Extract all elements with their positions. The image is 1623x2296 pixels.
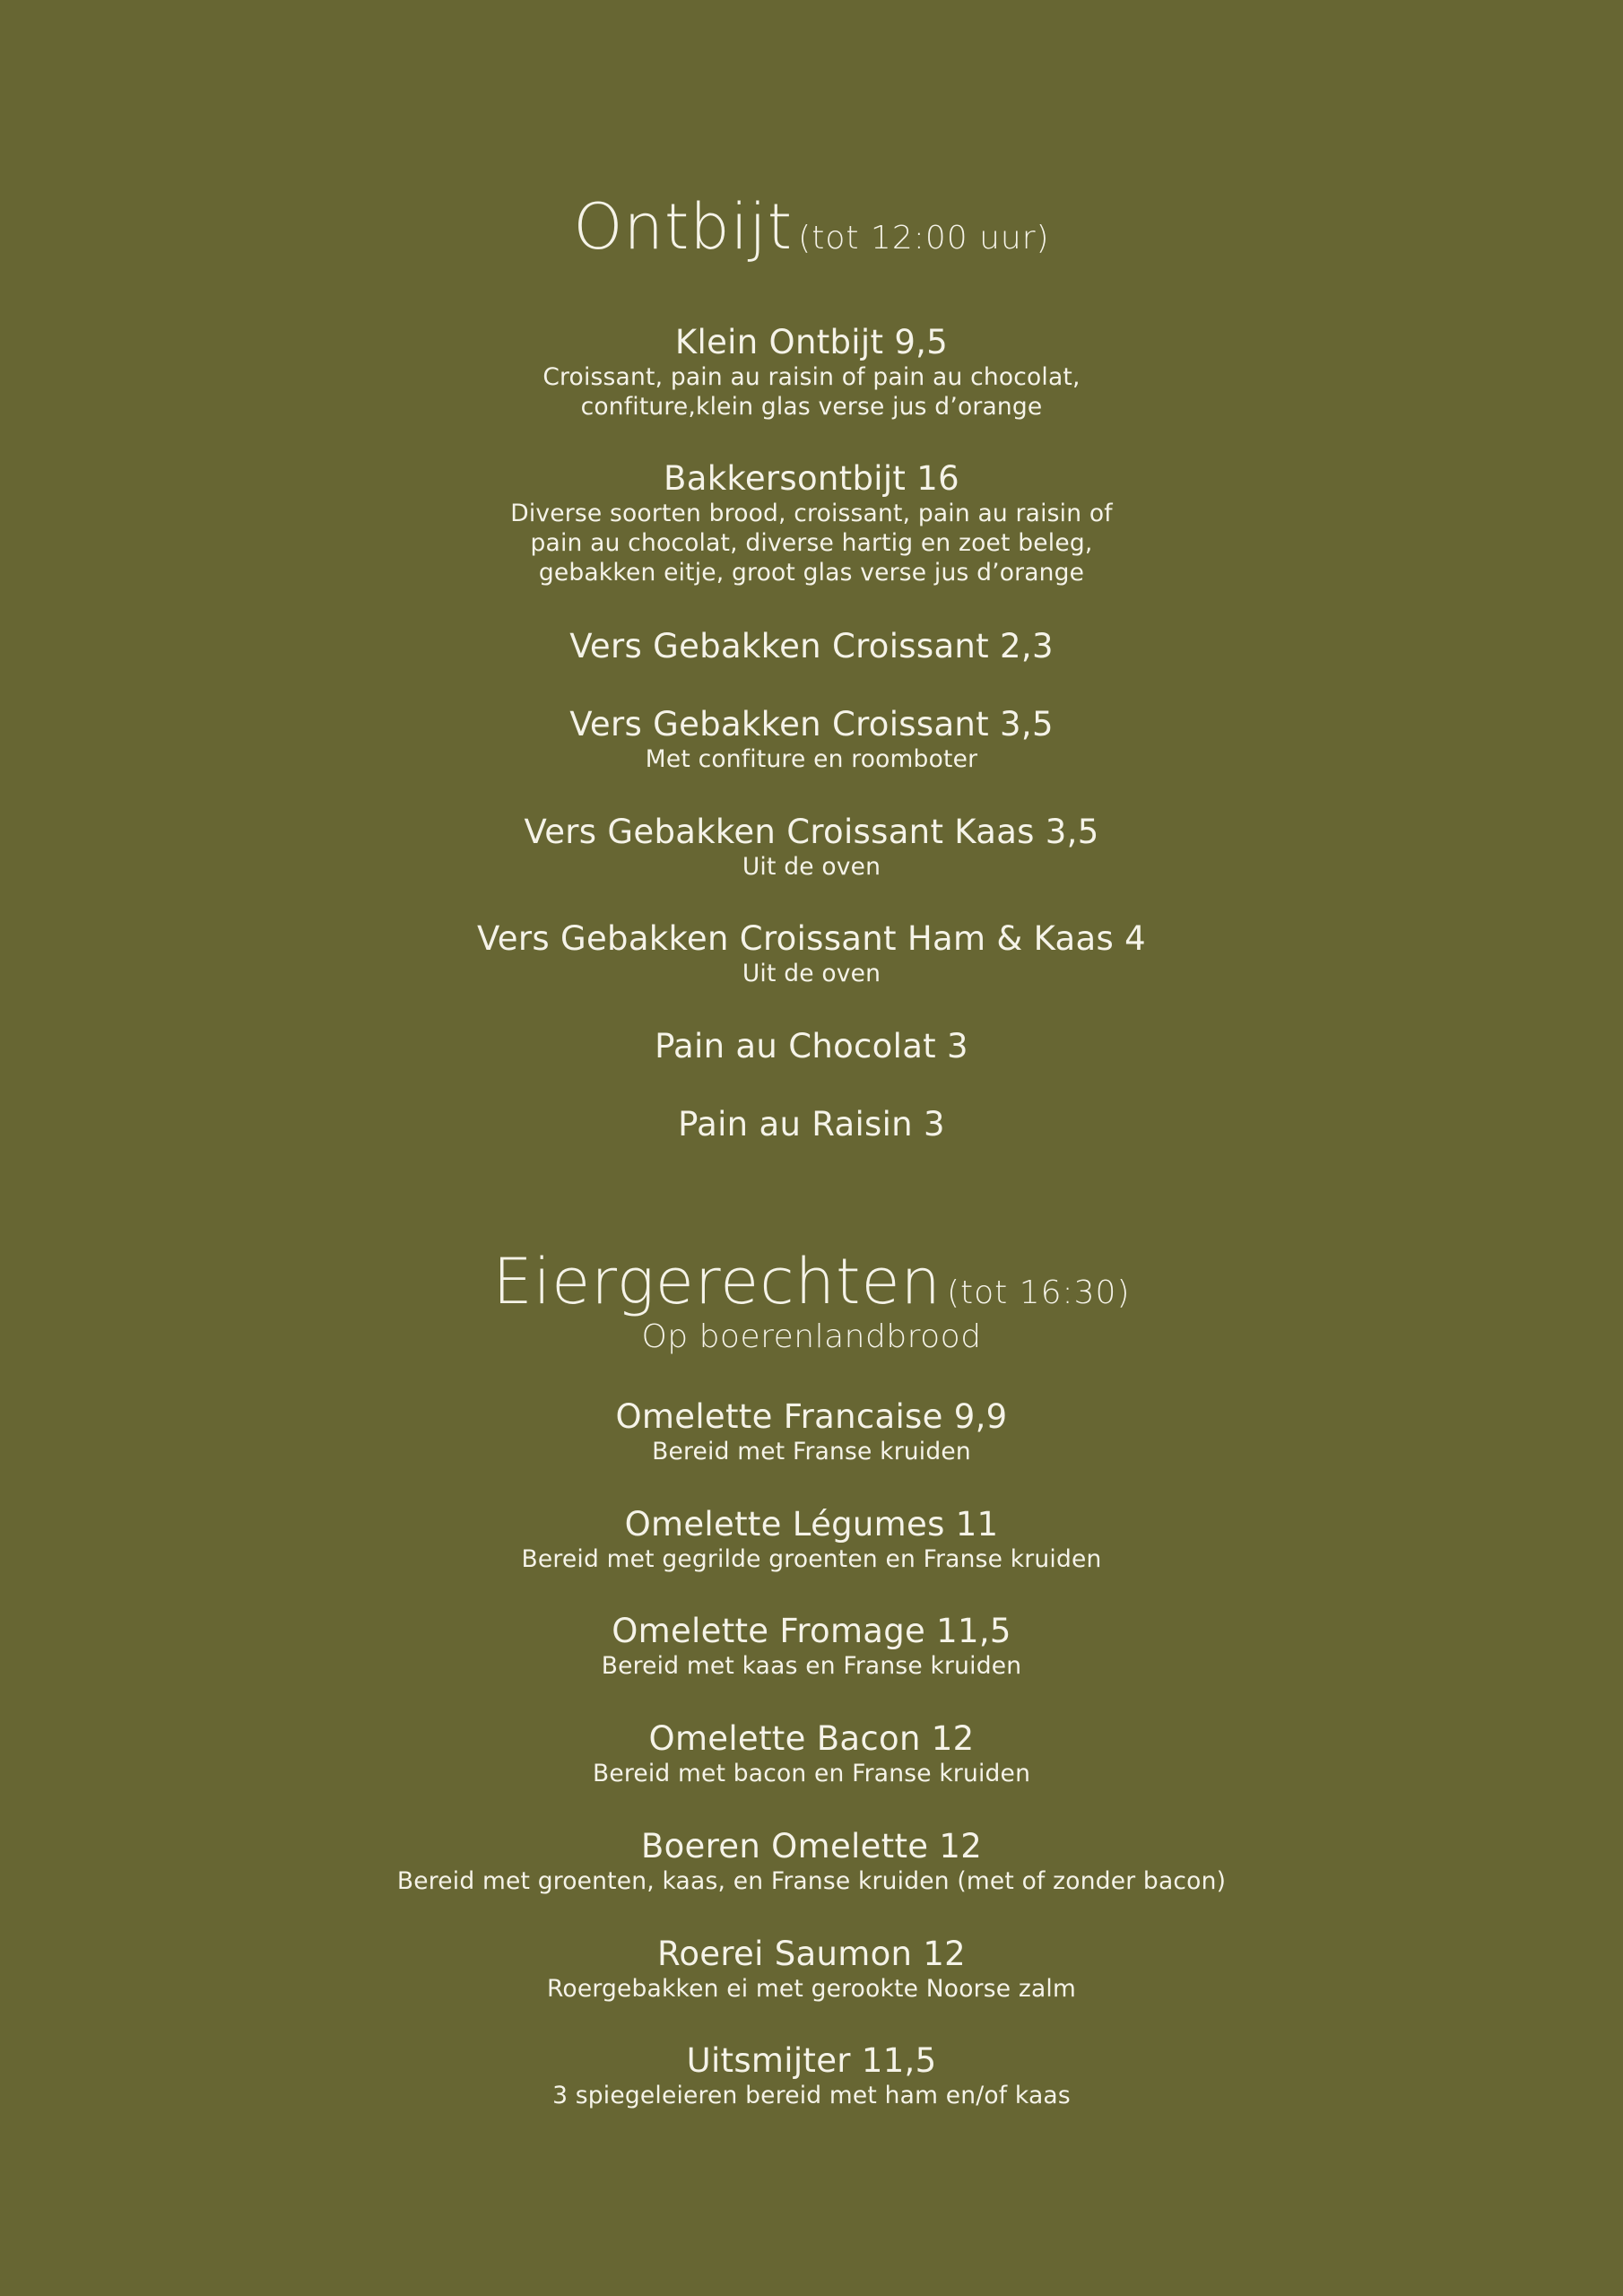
- eggs-note: (tot 16:30): [946, 1274, 1131, 1311]
- menu-item: [0, 1505, 1623, 1574]
- menu-item: [0, 705, 1623, 774]
- eggs-title: Eiergerechten: [492, 1245, 942, 1318]
- menu-item-name: Pain au Chocolat 3: [655, 1027, 968, 1065]
- menu-item-name: Vers Gebakken Croissant 2,3: [569, 627, 1054, 665]
- eggs-subtitle: Op boerenlandbrood: [641, 1318, 982, 1355]
- menu-item-desc: Uit de oven: [742, 853, 881, 881]
- menu-item-name: Omelette Francaise 9,9: [615, 1397, 1008, 1436]
- menu-item-name: Boeren Omelette 12: [640, 1827, 983, 1866]
- menu-item-desc: Met confiture en roomboter: [645, 745, 978, 773]
- menu-item-desc: Bereid met kaas en Franse kruiden: [601, 1652, 1022, 1680]
- menu-item: [0, 2041, 1623, 2110]
- menu-item: [0, 1027, 1623, 1066]
- menu-item-name: Uitsmijter 11,5: [686, 2041, 937, 2080]
- menu-item-name: Pain au Raisin 3: [678, 1105, 945, 1144]
- breakfast-title: Ontbijt: [573, 190, 794, 264]
- menu-item-desc: Croissant, pain au raisin of pain au chocolat, confiture,klein glas verse jus d’orange: [542, 363, 1081, 421]
- menu-item: [0, 1397, 1623, 1466]
- menu-item: [0, 1612, 1623, 1681]
- menu-item: [0, 919, 1623, 988]
- menu-item-name: Roerei Saumon 12: [656, 1935, 967, 1973]
- menu-item-desc: Bereid met groenten, kaas, en Franse kruiden (met of zonder bacon): [396, 1867, 1227, 1895]
- menu-item: [0, 1935, 1623, 2004]
- eggs-section-title: [0, 1245, 1623, 1318]
- menu-item-name: Bakkersontbijt 16: [664, 459, 959, 498]
- menu-item: [0, 1719, 1623, 1788]
- menu-item-desc: Diverse soorten brood, croissant, pain au raisin of pain au chocolat, diverse hartig en zoet beleg, gebakken eitje, groot glas verse jus d’orange: [510, 500, 1113, 587]
- menu-item-name: Vers Gebakken Croissant 3,5: [569, 705, 1054, 744]
- breakfast-note: (tot 12:00 uur): [798, 220, 1050, 257]
- menu-item: [0, 323, 1623, 422]
- menu-item-name: Vers Gebakken Croissant Kaas 3,5: [524, 813, 1099, 851]
- menu-item: [0, 1827, 1623, 1896]
- menu-item-name: Omelette Fromage 11,5: [612, 1612, 1011, 1650]
- menu-item: [0, 1105, 1623, 1144]
- menu-item-desc: Bereid met gegrilde groenten en Franse kruiden: [521, 1545, 1102, 1573]
- menu-item-desc: Roergebakken ei met gerookte Noorse zalm: [547, 1975, 1076, 2003]
- menu-item: [0, 627, 1623, 666]
- menu-item-desc: 3 spiegeleieren bereid met ham en/of kaas: [552, 2082, 1071, 2109]
- menu-item-desc: Uit de oven: [742, 960, 881, 987]
- menu-item-name: Vers Gebakken Croissant Ham & Kaas 4: [477, 919, 1146, 958]
- breakfast-section-title: [0, 190, 1623, 264]
- menu-item-desc: Bereid met Franse kruiden: [652, 1438, 971, 1465]
- menu-item-desc: Bereid met bacon en Franse kruiden: [592, 1760, 1031, 1787]
- menu-item-name: Omelette Légumes 11: [624, 1505, 999, 1544]
- menu-item: [0, 813, 1623, 882]
- menu-item-name: Omelette Bacon 12: [648, 1719, 975, 1758]
- menu-item: [0, 459, 1623, 587]
- menu-item-name: Klein Ontbijt 9,5: [674, 323, 949, 361]
